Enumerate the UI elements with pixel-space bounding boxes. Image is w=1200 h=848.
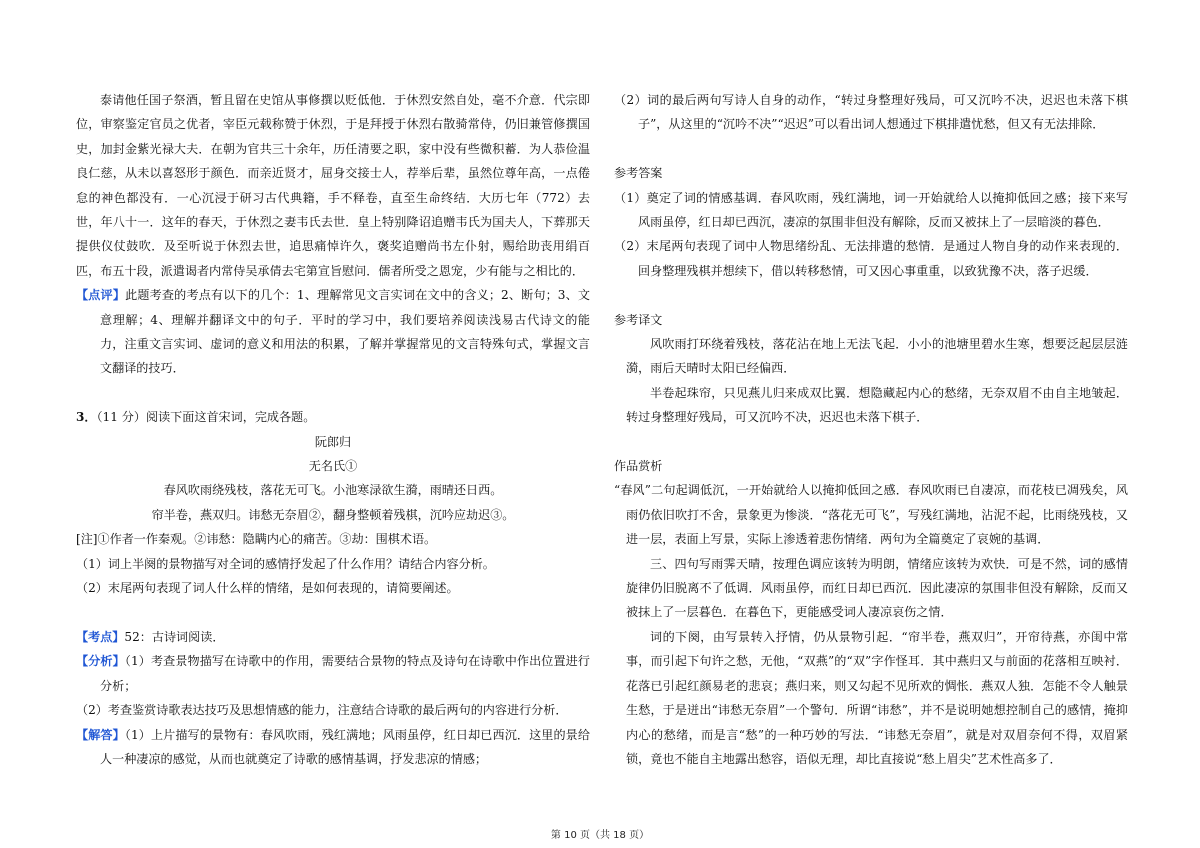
right-column bbox=[614, 88, 1128, 771]
sub-question-1: （1）词上半阕的景物描写对全词的感情抒发起了什么作用？请结合内容分析。 bbox=[76, 556, 495, 571]
pingjie-text: 此题考查的考点有以下的几个：1、理解常见文言实词在文中的含义；2、断句；3、文意理解；4、理解并翻译文中的句子．平时的学习中，我们要培养阅读浅易古代诗文的能力，注重文言实词、虚词的意义和用法的积累，了解并掌握常见的文言特殊句式，掌握文言文翻译的技巧． bbox=[100, 288, 590, 376]
poem-author: 无名氏① bbox=[308, 459, 358, 474]
fenxi-paragraph bbox=[76, 649, 590, 698]
answer-2-paragraph: （2）词的最后两句写诗人自身的动作，“转过身整理好残局，可又沉吟不决，迟迟也未落下棋子”，从这里的“沉吟不决”“迟迟”可以看出词人想通过下棋排遣忧愁，但又有无法排除． bbox=[614, 93, 1128, 132]
kaodian-tag: 【考点】 bbox=[76, 629, 125, 644]
appreciation-paragraph-3: 词的下阕，由写景转入抒情，仍从景物引起．“帘半卷，燕双归”，开帘待燕，亦闺中常事，而引起下句许之愁，无他，“双燕”的“双”字作怪耳．其中燕归又与前面的花落相互映衬．花落已引起红颜易老的悲哀；燕归来，则又勾起不见所欢的惆怅．燕双人独．怎能不令人触景生愁，于是迸出“讳愁无奈眉”一个警句．所谓“讳愁”，并不是说明她想控制自己的感情，掩抑内心的愁绪，而是言“愁”的一种巧妙的写法．“讳愁无奈眉”，就是对双眉奈何不得，双眉紧锁，竟也不能自主地露出愁容，语似无理，却比直接说“愁上眉尖”艺术性高多了． bbox=[626, 629, 1128, 766]
page-number-footer: 第 10 页（共 18 页） bbox=[550, 830, 650, 841]
appreciation-paragraph-1: “春风”二句起调低沉，一开始就给人以掩抑低回之感．春风吹雨已自凄凉，而花枝已凋残矣，风雨仍依旧吹打不舍，景象更为惨淡．“落花无可飞”，写残红满地，沾泥不起，比雨绕残枝，又进一层，表面上写景，实际上渗透着悲伤情绪．两句为全篇奠定了哀婉的基调． bbox=[614, 483, 1128, 547]
sub-question-2: （2）末尾两句表现了词人什么样的情绪，是如何表现的，请简要阐述。 bbox=[76, 581, 459, 596]
question-number: 3． bbox=[76, 410, 97, 425]
question-3-text: （11 分）阅读下面这首宋词，完成各题。 bbox=[96, 410, 316, 425]
left-column bbox=[76, 88, 590, 771]
jieda-tag: 【解答】 bbox=[76, 727, 125, 742]
reference-translation-title: 参考译文 bbox=[614, 312, 663, 327]
kaodian-paragraph bbox=[76, 625, 590, 649]
translation-paragraph-1: 风吹雨打环绕着残枝，落花沾在地上无法飞起．小小的池塘里碧水生寒，想要泛起层层涟漪，雨后天晴时太阳已经偏西． bbox=[626, 337, 1128, 376]
pingjie-tag: 【点评】 bbox=[76, 288, 126, 303]
translation-paragraph-2: 半卷起珠帘，只见燕儿归来成双比翼．想隐藏起内心的愁绪，无奈双眉不由自主地皱起．转过身整理好残局，可又沉吟不决，迟迟也未落下棋子． bbox=[626, 385, 1128, 425]
appreciation-title: 作品赏析 bbox=[614, 459, 663, 474]
reference-answer-2: （2）末尾两句表现了词中人物思绪纷乱、无法排遣的愁情．是通过人物自身的动作来表现的．回身整理残棋并想续下，借以转移愁情，可又因心事重重，以致犹豫不决，落子迟缓． bbox=[614, 239, 1128, 278]
poem-line-1: 春风吹雨绕残枝，落花无可飞。小池寒渌欲生漪，雨晴还日西。 bbox=[163, 483, 503, 498]
appreciation-paragraph-2: 三、四句写雨霁天晴，按理色调应该转为明朗，情绪应该转为欢快．可是不然，词的感情旋律仍旧脱离不了低调．风雨虽停，而红日却已西沉．因此凄凉的氛围非但没有解除，反而又被抹上了一层暮色．在暮色下，更能感受词人凄凉哀伤之情． bbox=[626, 556, 1128, 620]
fenxi-tag: 【分析】 bbox=[76, 654, 125, 669]
poem-title: 阮郎归 bbox=[314, 434, 352, 449]
pingjie-paragraph bbox=[76, 283, 590, 381]
fenxi-paragraph-2: （2）考查鉴赏诗歌表达技巧及思想情感的能力，注意结合诗歌的最后两句的内容进行分析． bbox=[76, 703, 568, 718]
jieda-text: （1）上片描写的景物有：春风吹雨，残红满地；风雨虽停，红日却已西沉．这里的景给人一种凄凉的感觉，从而也就奠定了诗歌的感情基调，抒发悲凉的情感； bbox=[100, 727, 590, 766]
poem-note: [注]①作者一作秦观。②讳愁：隐瞒内心的痛苦。③劫：围棋术语。 bbox=[76, 532, 437, 547]
reference-answer-1: （1）奠定了词的情感基调．春风吹雨，残红满地，词一开始就给人以掩抑低回之感；接下来写风雨虽停，红日却已西沉，凄凉的氛围非但没有解除，反而又被抹上了一层暗淡的暮色． bbox=[614, 190, 1128, 230]
poem-line-2: 帘半卷，燕双归。讳愁无奈眉②，翻身整顿着残棋，沉吟应劫迟③。 bbox=[151, 507, 515, 522]
jieda-paragraph bbox=[76, 723, 590, 772]
reference-answer-title: 参考答案 bbox=[614, 166, 663, 181]
bio-paragraph: 泰请他任国子祭酒，暂且留在史馆从事修撰以贬低他．于休烈安然自处，毫不介意．代宗即位，审察鉴定官员之优者，宰臣元载称赞于休烈，于是拜授于休烈右散骑常侍，仍旧兼管修撰国史，加封金紫光禄大夫．在朝为官共三十余年，历任清要之职，家中没有些微积蓄．为人恭俭温良仁慈，从未以喜怒形于颜色．而亲近贤才，屈身交接士人，荐举后辈，虽然位尊年高，一点倦怠的神色都没有．一心沉浸于研习古代典籍，手不释卷，直至生命终结．大历七年（772）去世，年八十一．这年的春天，于休烈之妻韦氏去世．皇上特别降诏追赠韦氏为国夫人，下葬那天提供仪仗鼓吹．及至听说于休烈去世，追思痛悼许久，褒奖追赠尚书左仆射，赐给助丧用绢百匹，布五十段，派遣谒者内常侍吴承倩去宅第宣旨慰问．儒者所受之恩宠，少有能与之相比的． bbox=[76, 93, 590, 278]
fenxi-text: （1）考查景物描写在诗歌中的作用，需要结合景物的特点及诗句在诗歌中作出位置进行分析； bbox=[100, 654, 590, 693]
kaodian-text: 52：古诗词阅读． bbox=[124, 629, 225, 644]
question-3-heading bbox=[76, 405, 590, 429]
